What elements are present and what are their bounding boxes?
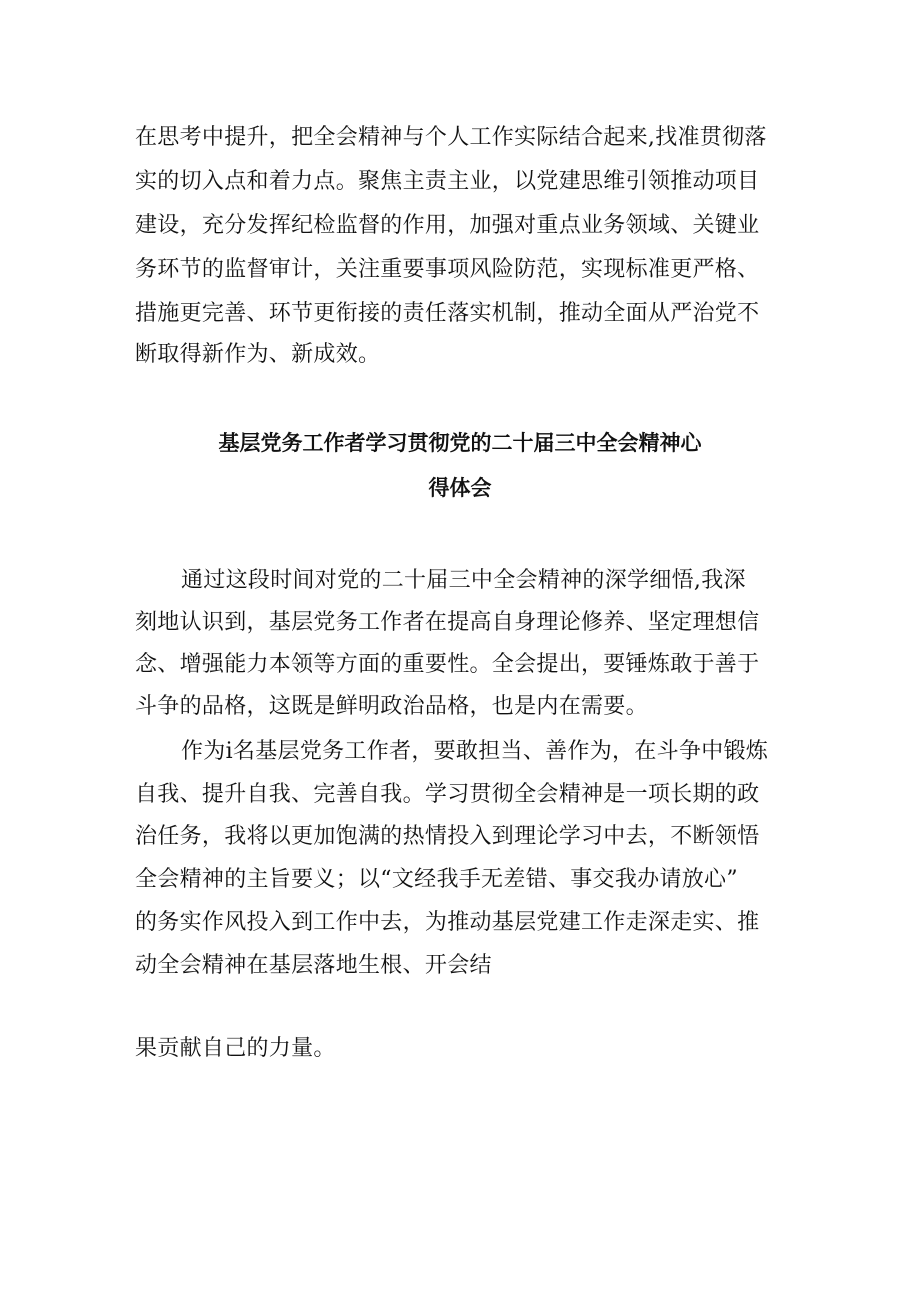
document-title-line-2: 得体会 [428,476,492,500]
paragraph-2-line-6: 动全会精神在基层落地生根、开会结 [135,953,492,978]
document-title-line-1: 基层党务工作者学习贯彻党的二十届三中全会精神心 [218,431,702,455]
closing-line: 果贡献自己的力量。 [135,1036,336,1061]
paragraph-1-line-4: 斗争的品格，这既是鲜明政治品格，也是内在需要。 [135,694,648,719]
intro-line-2: 实的切入点和着力点。聚焦主责主业，以党建思维引领推动项目 [135,169,760,194]
intro-line-5: 措施更完善、环节更衔接的责任落实机制，推动全面从严治党不 [135,301,760,326]
intro-line-1: 在思考中提升，把全会精神与个人工作实际结合起来,找准贯彻落 [135,125,767,150]
paragraph-1-line-3: 念、增强能力本领等方面的重要性。全会提出，要锤炼敢于善于 [135,652,760,677]
intro-line-3: 建设，充分发挥纪检监督的作用，加强对重点业务领域、关键业 [135,213,760,238]
paragraph-1-line-2: 刻地认识到，基层党务工作者在提高自身理论修养、坚定理想信 [135,610,760,635]
paragraph-2-line-2: 自我、提升自我、完善自我。学习贯彻全会精神是一项长期的政 [135,782,760,807]
paragraph-2-line-3: 治任务，我将以更加饱满的热情投入到理论学习中去，不断领悟 [135,824,760,849]
paragraph-2-line-1: 作为i名基层党务工作者，要敢担当、善作为，在斗争中锻炼 [181,739,769,764]
paragraph-2-line-5: 的务实作风投入到工作中去，为推动基层党建工作走深走实、推 [135,910,760,935]
intro-line-6: 断取得新作为、新成效。 [135,342,381,367]
intro-line-4: 务环节的监督审计，关注重要事项风险防范，实现标准更严格、 [135,257,760,282]
paragraph-1-line-1: 通过这段时间对党的二十届三中全会精神的深学细悟,我深 [181,568,746,593]
paragraph-2-line-4: 全会精神的主旨要义；以“文经我手无差错、事交我办请放心” [135,867,738,892]
